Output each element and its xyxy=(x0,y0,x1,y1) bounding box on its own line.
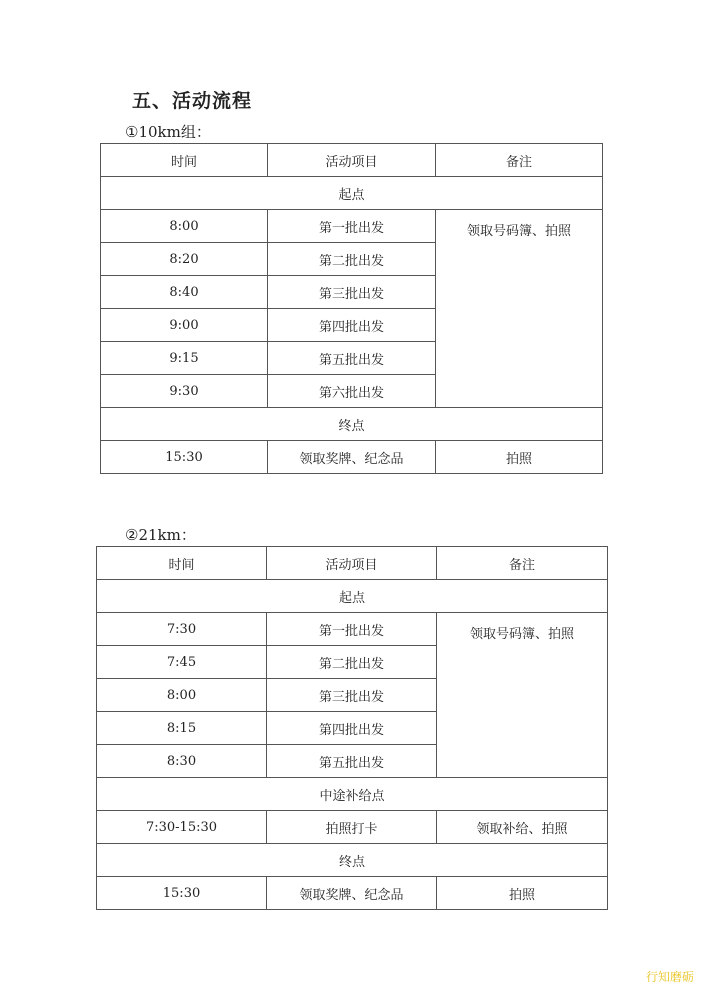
header-time: 时间 xyxy=(101,144,268,177)
start-row xyxy=(97,580,608,613)
wave-activity: 第五批出发 xyxy=(267,745,437,778)
finish-label: 终点 xyxy=(97,844,608,877)
table-row xyxy=(97,877,608,910)
wave-time: 8:30 xyxy=(97,745,267,778)
finish-note: 拍照 xyxy=(436,441,603,474)
wave-time: 8:40 xyxy=(101,276,268,309)
wave-time: 8:20 xyxy=(101,243,268,276)
wave-time: 8:00 xyxy=(97,679,267,712)
midway-note: 领取补给、拍照 xyxy=(437,811,608,844)
finish-activity: 领取奖牌、纪念品 xyxy=(268,441,436,474)
header-activity: 活动项目 xyxy=(268,144,436,177)
watermark: 行知磨砺 xyxy=(645,970,694,984)
header-activity: 活动项目 xyxy=(267,547,437,580)
wave-activity: 第四批出发 xyxy=(267,712,437,745)
table-row xyxy=(101,210,603,243)
finish-row xyxy=(97,844,608,877)
wave-activity: 第一批出发 xyxy=(268,210,436,243)
finish-time: 15:30 xyxy=(97,877,267,910)
group2-schedule-table xyxy=(96,546,608,910)
wave-note: 领取号码簿、拍照 xyxy=(436,210,603,408)
table-row xyxy=(97,613,608,646)
wave-time: 9:00 xyxy=(101,309,268,342)
finish-row xyxy=(101,408,603,441)
table-row xyxy=(97,811,608,844)
header-note: 备注 xyxy=(437,547,608,580)
wave-time: 9:15 xyxy=(101,342,268,375)
wave-time: 7:30 xyxy=(97,613,267,646)
finish-note: 拍照 xyxy=(437,877,608,910)
group1-schedule-table xyxy=(100,143,603,474)
table-row xyxy=(101,441,603,474)
wave-activity: 第四批出发 xyxy=(268,309,436,342)
wave-note: 领取号码簿、拍照 xyxy=(437,613,608,778)
midway-time: 7:30-15:30 xyxy=(97,811,267,844)
finish-time: 15:30 xyxy=(101,441,268,474)
wave-activity: 第六批出发 xyxy=(268,375,436,408)
start-row xyxy=(101,177,603,210)
wave-time: 8:00 xyxy=(101,210,268,243)
wave-activity: 第一批出发 xyxy=(267,613,437,646)
wave-time: 9:30 xyxy=(101,375,268,408)
wave-time: 7:45 xyxy=(97,646,267,679)
header-time: 时间 xyxy=(97,547,267,580)
start-label: 起点 xyxy=(101,177,603,210)
midway-row xyxy=(97,778,608,811)
start-label: 起点 xyxy=(97,580,608,613)
header-note: 备注 xyxy=(436,144,603,177)
wave-activity: 第五批出发 xyxy=(268,342,436,375)
wave-activity: 第三批出发 xyxy=(268,276,436,309)
wave-activity: 第二批出发 xyxy=(267,646,437,679)
midway-activity: 拍照打卡 xyxy=(267,811,437,844)
table-header-row xyxy=(97,547,608,580)
group1-heading: ①10km组： xyxy=(125,123,211,141)
section-title: 五、活动流程 xyxy=(132,90,253,112)
wave-activity: 第二批出发 xyxy=(268,243,436,276)
midway-label: 中途补给点 xyxy=(97,778,608,811)
wave-activity: 第三批出发 xyxy=(267,679,437,712)
wave-time: 8:15 xyxy=(97,712,267,745)
finish-label: 终点 xyxy=(101,408,603,441)
finish-activity: 领取奖牌、纪念品 xyxy=(267,877,437,910)
group2-heading: ②21km： xyxy=(125,526,196,544)
table-header-row xyxy=(101,144,603,177)
